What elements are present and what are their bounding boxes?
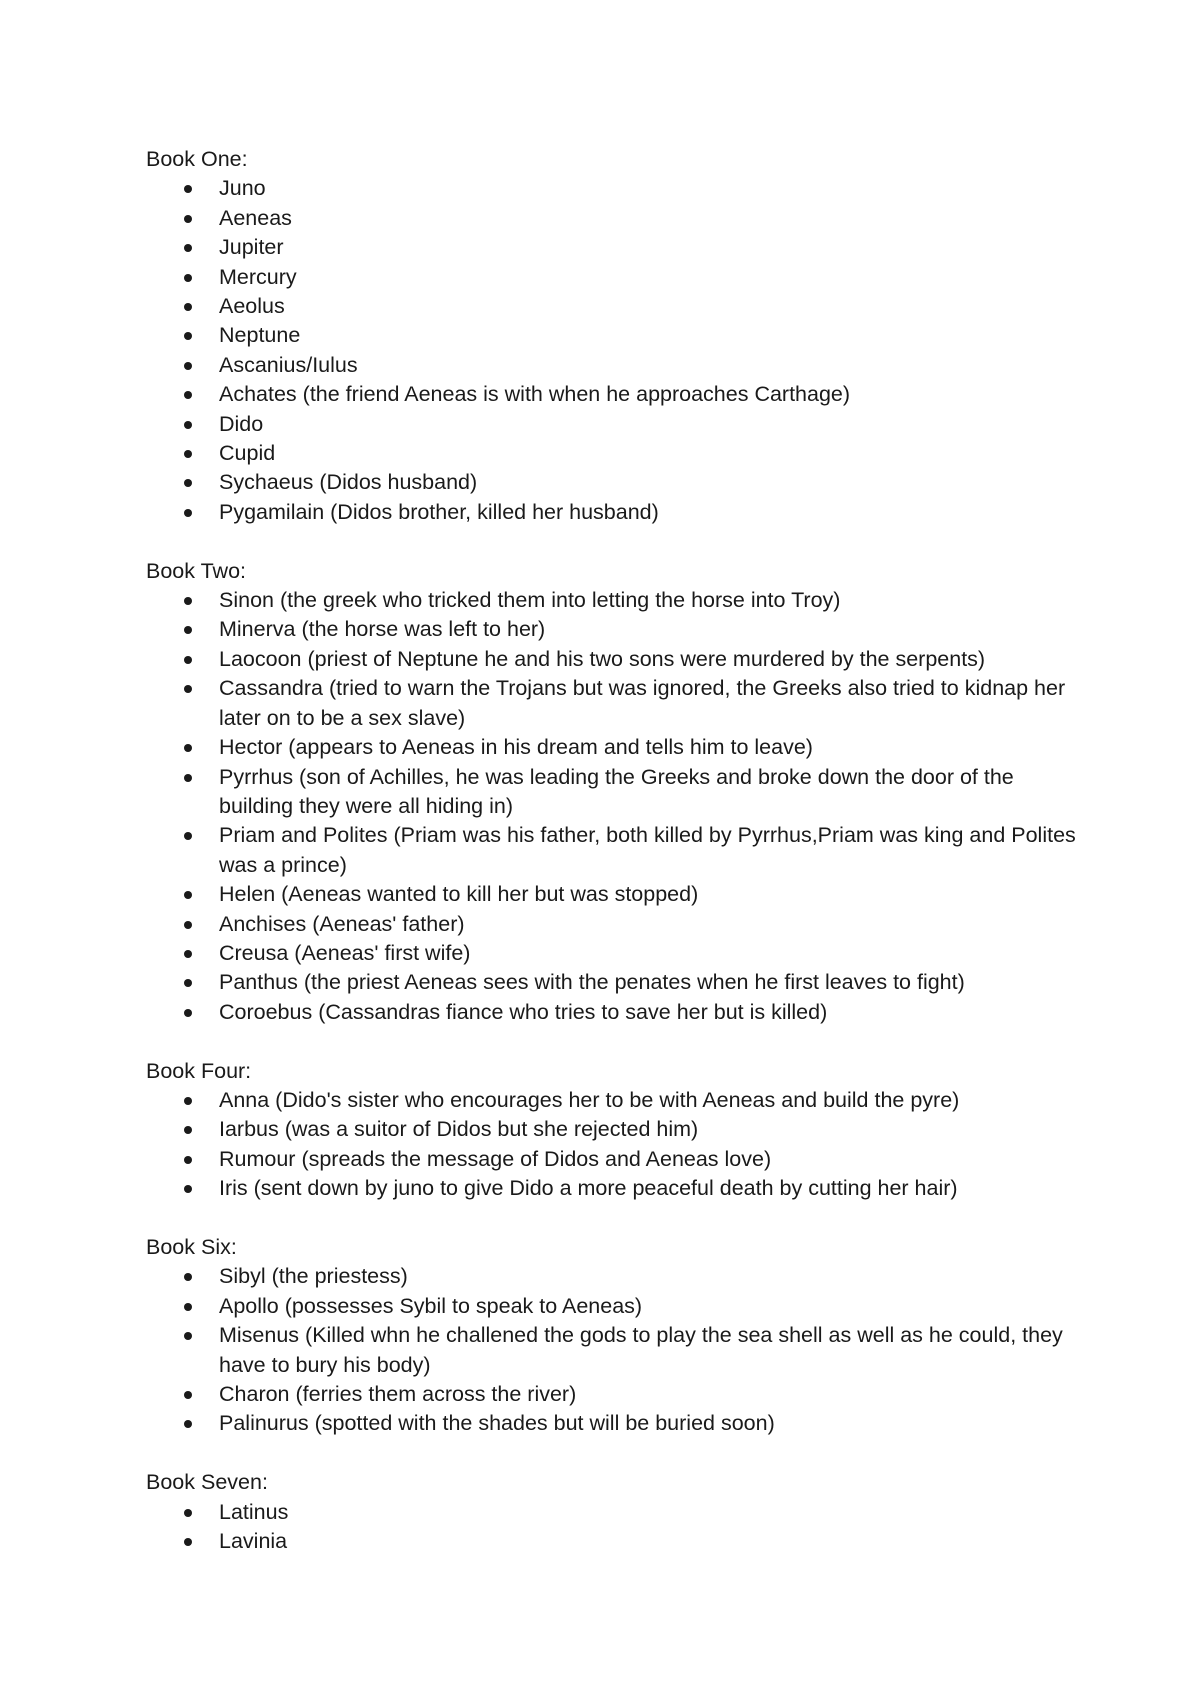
list-item-text: Sychaeus (Didos husband)	[219, 470, 478, 495]
list-item	[146, 968, 1086, 997]
list-item-text: Coroebus (Cassandras fiance who tries to save her but is killed)	[219, 999, 828, 1024]
bullet-icon	[184, 244, 192, 252]
list-item	[146, 763, 1086, 822]
bullet-icon	[184, 1538, 192, 1546]
list-item-text: Pyrrhus (son of Achilles, he was leading the Greeks and broke down the door of the building they were all hiding in)	[219, 764, 1014, 818]
list-item-text: Anchises (Aeneas' father)	[219, 911, 465, 936]
book-section	[146, 1057, 1086, 1204]
list-item	[146, 498, 1086, 527]
list-item-text: Apollo (possesses Sybil to speak to Aeneas)	[219, 1293, 643, 1318]
bullet-icon	[184, 832, 192, 840]
list-item	[146, 821, 1086, 880]
list-item-text: Cupid	[219, 441, 276, 466]
list-item	[146, 1174, 1086, 1203]
list-item	[146, 439, 1086, 468]
bullet-icon	[184, 979, 192, 987]
section-heading: Book Six:	[146, 1234, 237, 1259]
bullet-icon	[184, 185, 192, 193]
bullet-icon	[184, 685, 192, 693]
list-item	[146, 586, 1086, 615]
list-item	[146, 174, 1086, 203]
list-item-text: Juno	[219, 176, 266, 201]
bullet-icon	[184, 597, 192, 605]
bullet-icon	[184, 1509, 192, 1517]
bullet-icon	[184, 921, 192, 929]
list-item-text: Priam and Polites (Priam was his father, both killed by Pyrrhus,Priam was king and Polites was a prince)	[219, 823, 1076, 877]
list-item	[146, 292, 1086, 321]
list-item	[146, 1498, 1086, 1527]
document-body	[146, 145, 1086, 1586]
character-list	[146, 1498, 1086, 1557]
list-item	[146, 1086, 1086, 1115]
bullet-icon	[184, 303, 192, 311]
bullet-icon	[184, 1391, 192, 1399]
bullet-icon	[184, 950, 192, 958]
bullet-icon	[184, 1185, 192, 1193]
bullet-icon	[184, 626, 192, 634]
section-heading: Book Two:	[146, 558, 246, 583]
list-item-text: Creusa (Aeneas' first wife)	[219, 940, 471, 965]
character-list	[146, 1086, 1086, 1204]
book-section	[146, 557, 1086, 1028]
bullet-icon	[184, 332, 192, 340]
list-item-text: Mercury	[219, 264, 297, 289]
bullet-icon	[184, 1156, 192, 1164]
bullet-icon	[184, 215, 192, 223]
bullet-icon	[184, 891, 192, 899]
list-item-text: Jupiter	[219, 235, 284, 260]
bullet-icon	[184, 1009, 192, 1017]
list-item	[146, 351, 1086, 380]
list-item	[146, 615, 1086, 644]
list-item-text: Laocoon (priest of Neptune he and his two sons were murdered by the serpents)	[219, 646, 986, 671]
list-item-text: Pygamilain (Didos brother, killed her husband)	[219, 499, 659, 524]
book-section	[146, 1468, 1086, 1556]
bullet-icon	[184, 1097, 192, 1105]
list-item-text: Aeneas	[219, 205, 292, 230]
list-item	[146, 674, 1086, 733]
list-item	[146, 204, 1086, 233]
list-item-text: Sinon (the greek who tricked them into letting the horse into Troy)	[219, 588, 841, 613]
list-item	[146, 233, 1086, 262]
list-item	[146, 939, 1086, 968]
book-section	[146, 145, 1086, 527]
character-list	[146, 586, 1086, 1027]
list-item-text: Palinurus (spotted with the shades but will be buried soon)	[219, 1411, 775, 1436]
list-item-text: Latinus	[219, 1499, 289, 1524]
list-item-text: Dido	[219, 411, 264, 436]
list-item-text: Aeolus	[219, 294, 285, 319]
list-item	[146, 263, 1086, 292]
list-item-text: Charon (ferries them across the river)	[219, 1382, 577, 1407]
bullet-icon	[184, 1332, 192, 1340]
list-item-text: Achates (the friend Aeneas is with when he approaches Carthage)	[219, 382, 851, 407]
bullet-icon	[184, 1126, 192, 1134]
list-item-text: Rumour (spreads the message of Didos and Aeneas love)	[219, 1146, 772, 1171]
bullet-icon	[184, 274, 192, 282]
bullet-icon	[184, 744, 192, 752]
bullet-icon	[184, 479, 192, 487]
list-item	[146, 910, 1086, 939]
bullet-icon	[184, 774, 192, 782]
list-item	[146, 1409, 1086, 1438]
list-item-text: Neptune	[219, 323, 301, 348]
list-item	[146, 1380, 1086, 1409]
list-item	[146, 1321, 1086, 1380]
section-heading: Book Four:	[146, 1058, 252, 1083]
list-item-text: Hector (appears to Aeneas in his dream and tells him to leave)	[219, 735, 813, 760]
bullet-icon	[184, 450, 192, 458]
bullet-icon	[184, 1420, 192, 1428]
bullet-icon	[184, 1303, 192, 1311]
character-list	[146, 174, 1086, 527]
list-item	[146, 1145, 1086, 1174]
list-item	[146, 998, 1086, 1027]
section-heading: Book One:	[146, 147, 248, 171]
list-item	[146, 645, 1086, 674]
list-item-text: Iris (sent down by juno to give Dido a more peaceful death by cutting her hair)	[219, 1176, 958, 1201]
bullet-icon	[184, 391, 192, 399]
list-item-text: Panthus (the priest Aeneas sees with the penates when he first leaves to fight)	[219, 970, 965, 995]
bullet-icon	[184, 1273, 192, 1281]
list-item	[146, 1292, 1086, 1321]
section-heading: Book Seven:	[146, 1470, 268, 1495]
list-item-text: Misenus (Killed whn he challened the gods to play the sea shell as well as he could, they have to bury his body)	[219, 1323, 1063, 1377]
bullet-icon	[184, 421, 192, 429]
list-item	[146, 1262, 1086, 1291]
list-item-text: Sibyl (the priestess)	[219, 1264, 408, 1289]
list-item	[146, 380, 1086, 409]
character-list	[146, 1262, 1086, 1438]
list-item	[146, 880, 1086, 909]
bullet-icon	[184, 362, 192, 370]
book-section	[146, 1233, 1086, 1439]
bullet-icon	[184, 509, 192, 517]
list-item	[146, 1115, 1086, 1144]
list-item-text: Cassandra (tried to warn the Trojans but was ignored, the Greeks also tried to kidnap her later on to be a sex slave)	[219, 676, 1066, 730]
list-item-text: Ascanius/Iulus	[219, 352, 358, 377]
list-item	[146, 1527, 1086, 1556]
list-item-text: Minerva (the horse was left to her)	[219, 617, 546, 642]
list-item	[146, 321, 1086, 350]
bullet-icon	[184, 656, 192, 664]
list-item	[146, 468, 1086, 497]
list-item-text: Iarbus (was a suitor of Didos but she rejected him)	[219, 1117, 699, 1142]
list-item-text: Lavinia	[219, 1529, 288, 1554]
list-item	[146, 410, 1086, 439]
list-item-text: Anna (Dido's sister who encourages her to be with Aeneas and build the pyre)	[219, 1087, 960, 1112]
list-item	[146, 733, 1086, 762]
list-item-text: Helen (Aeneas wanted to kill her but was stopped)	[219, 882, 699, 907]
